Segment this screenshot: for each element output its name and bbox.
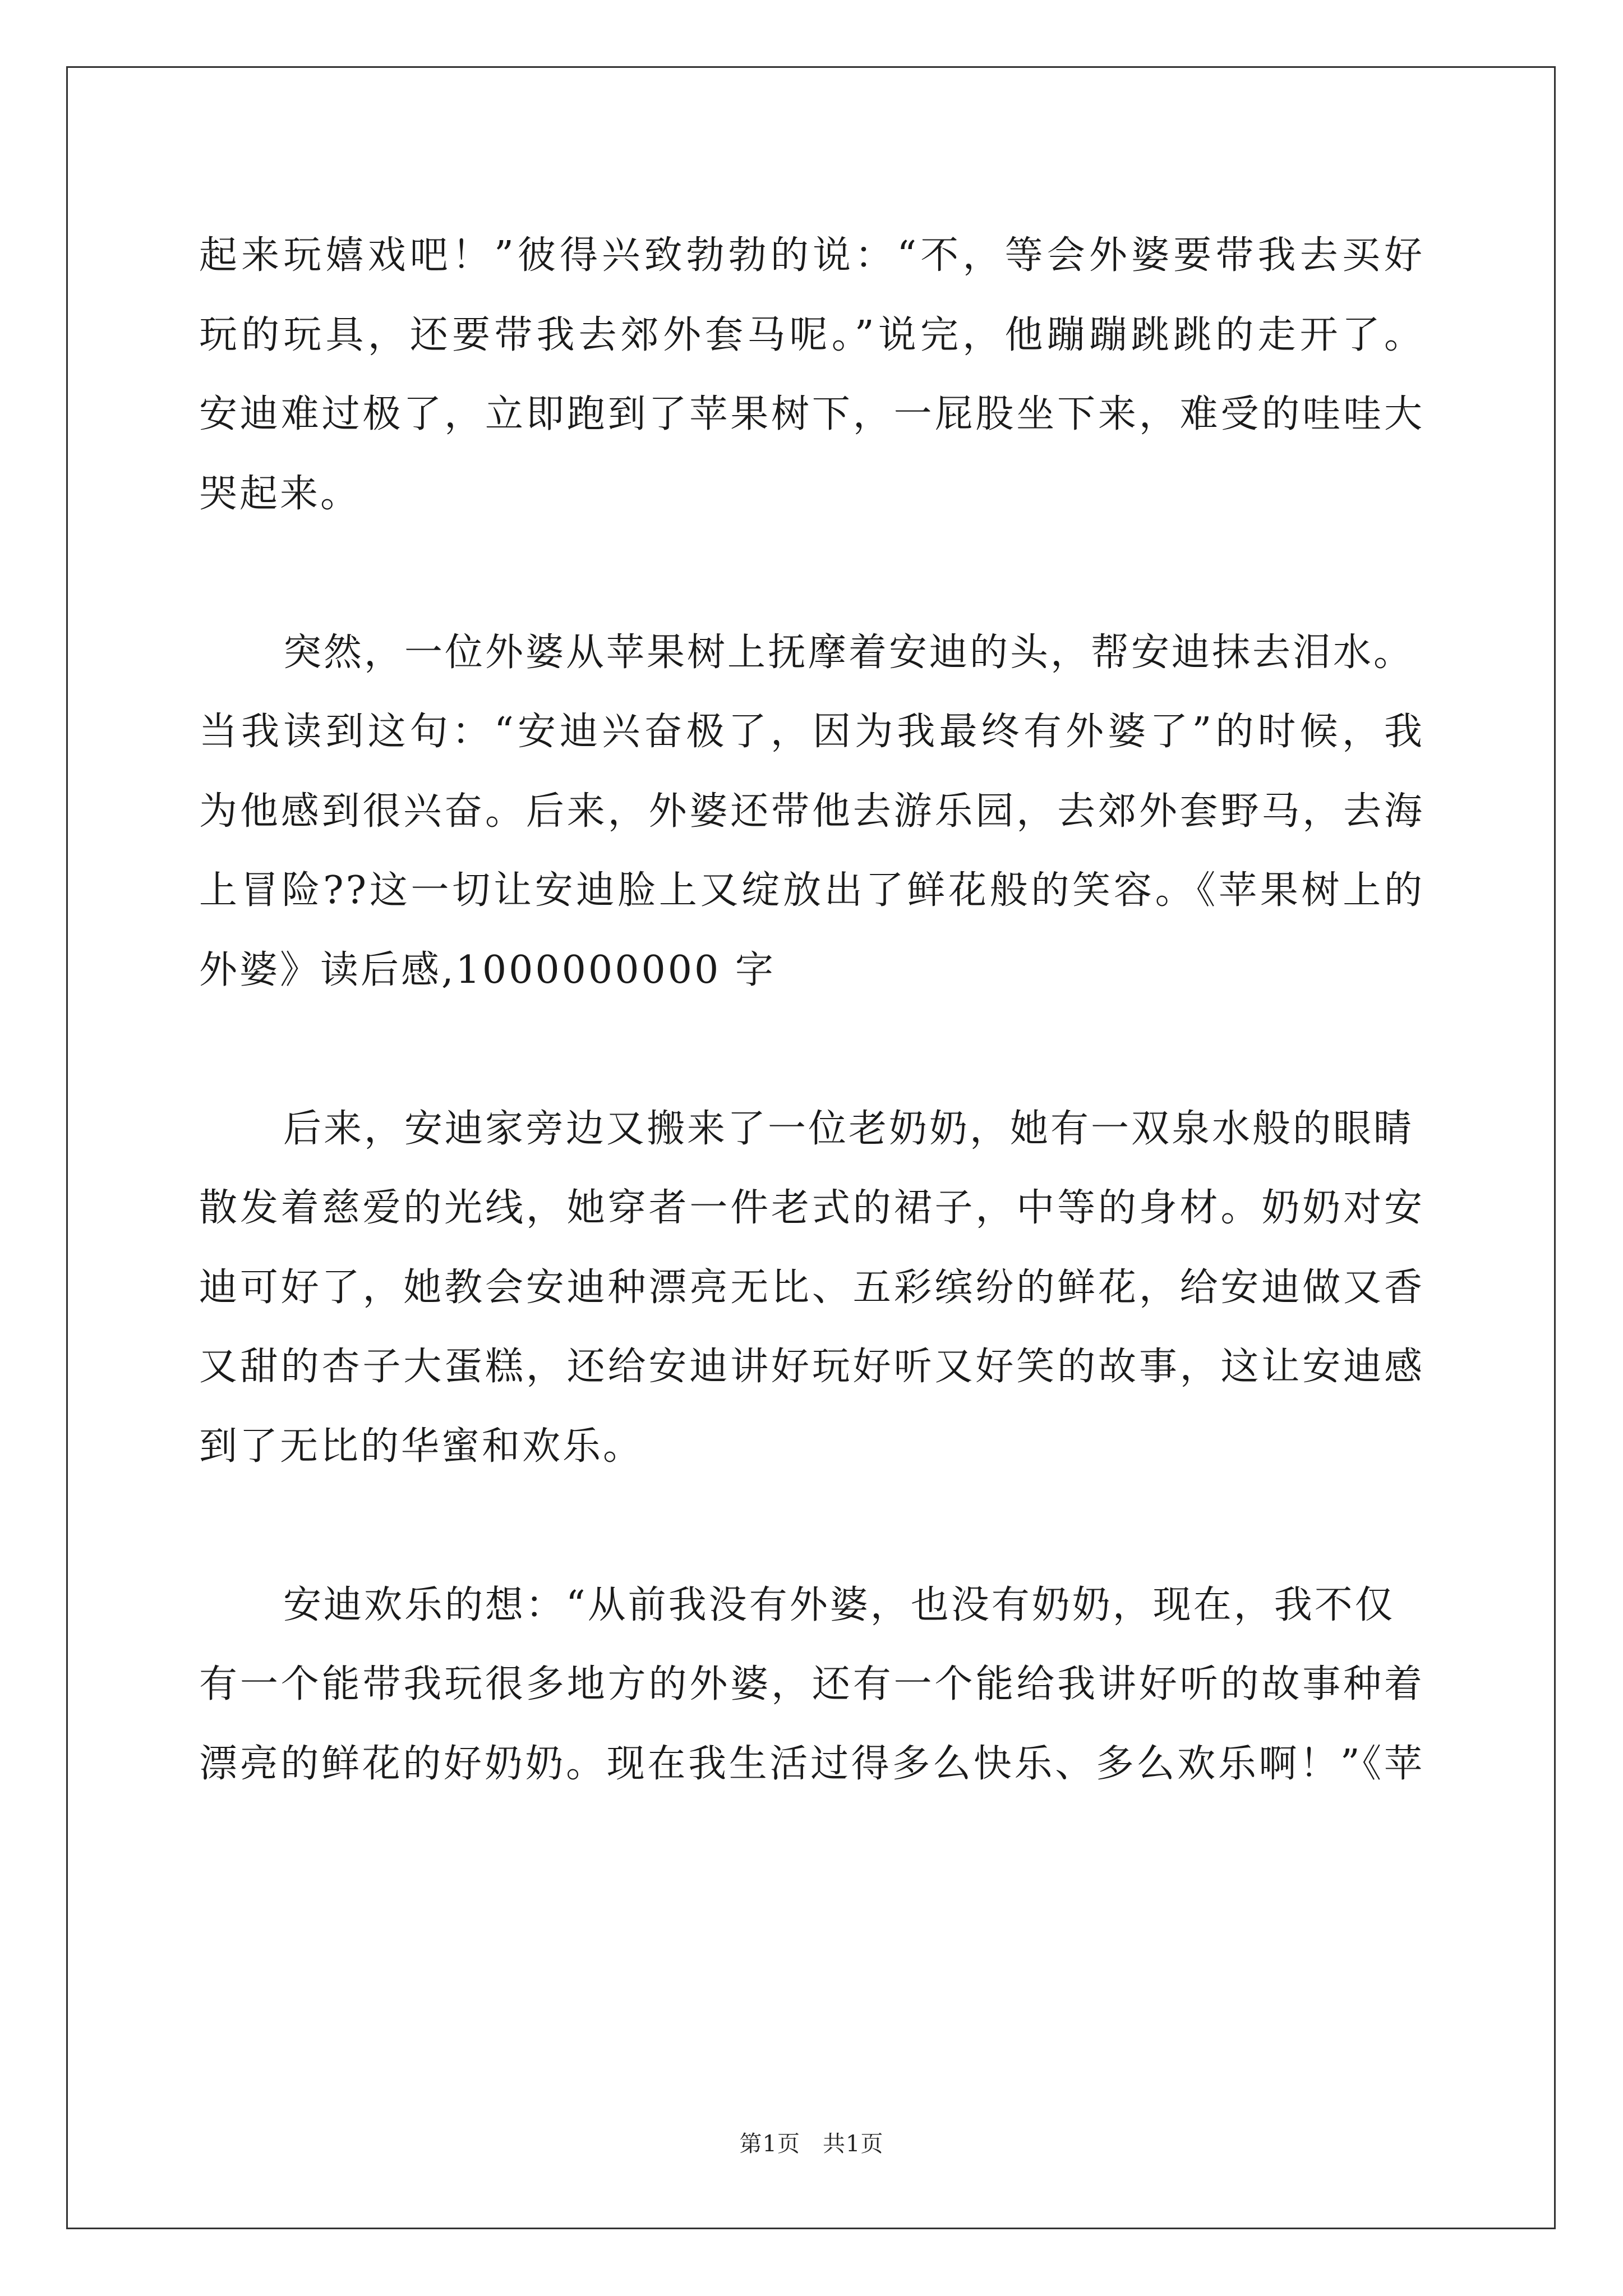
- text-line: 突然，一位外婆从苹果树上抚摩着安迪的头，帮安迪抹去泪水。: [283, 630, 1414, 675]
- page-total: 共1页: [823, 2131, 884, 2157]
- text-line: 上冒险??这一切让安迪脸上又绽放出了鲜花般的笑容。《苹果树上的: [199, 868, 1424, 913]
- page-footer: [0, 2126, 1623, 2158]
- page-number: 第1页: [739, 2131, 800, 2157]
- text-line: 又甜的杏子大蛋糕，还给安迪讲好玩好听又好笑的故事，这让安迪感: [199, 1345, 1424, 1389]
- text-line: 后来，安迪家旁边又搬来了一位老奶奶，她有一双泉水般的眼睛: [283, 1106, 1414, 1151]
- text-line: 外婆》读后感,1000000000 字: [199, 947, 776, 992]
- text-line: 安迪欢乐的想：“从前我没有外婆，也没有奶奶，现在，我不仅: [283, 1582, 1395, 1627]
- text-line: 漂亮的鲜花的好奶奶。现在我生活过得多么快乐、多么欢乐啊！”《苹: [199, 1741, 1424, 1786]
- text-line: 安迪难过极了，立即跑到了苹果树下，一屁股坐下来，难受的哇哇大: [199, 392, 1424, 436]
- text-line: 到了无比的华蜜和欢乐。: [199, 1424, 644, 1469]
- text-line: 起来玩嬉戏吧！”彼得兴致勃勃的说：“不，等会外婆要带我去买好: [199, 233, 1424, 278]
- text-line: 迪可好了，她教会安迪种漂亮无比、五彩缤纷的鲜花，给安迪做又香: [199, 1265, 1424, 1310]
- text-line: 哭起来。: [199, 471, 361, 516]
- text-line: 玩的玩具，还要带我去郊外套马呢。”说完，他蹦蹦跳跳的走开了。: [199, 312, 1424, 357]
- text-line: 散发着慈爱的光线，她穿者一件老式的裙子，中等的身材。奶奶对安: [199, 1186, 1424, 1230]
- text-line: 当我读到这句：“安迪兴奋极了，因为我最终有外婆了”的时候，我: [199, 710, 1424, 754]
- document-body: [199, 216, 1424, 1803]
- text-line: 为他感到很兴奋。后来，外婆还带他去游乐园，去郊外套野马，去海: [199, 789, 1424, 834]
- text-line: 有一个能带我玩很多地方的外婆，还有一个能给我讲好听的故事种着: [199, 1662, 1424, 1706]
